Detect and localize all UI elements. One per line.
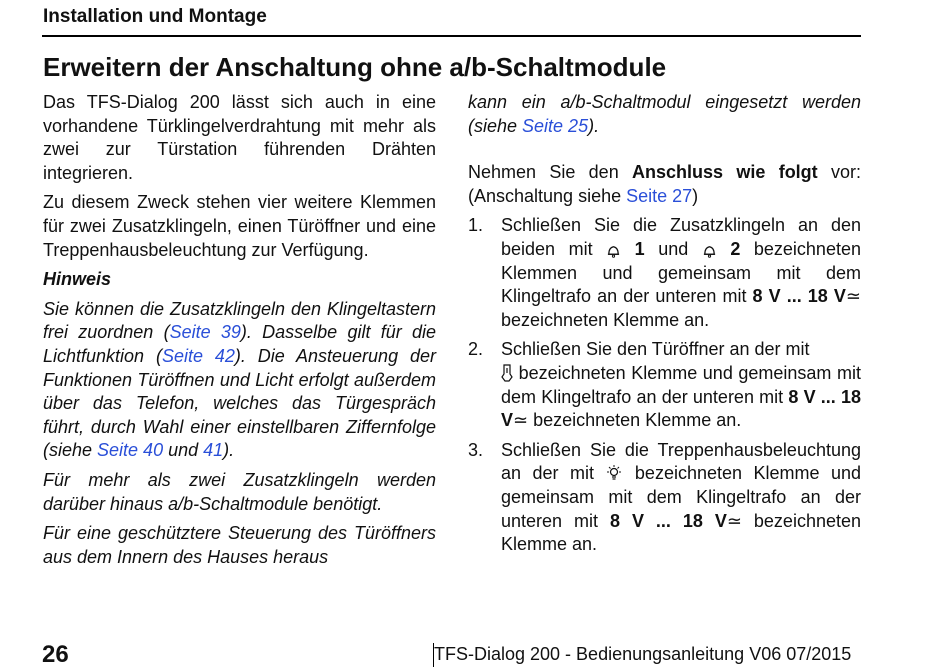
right-column [468,91,861,563]
page-title: Erweitern der Anschaltung ohne a/b-Schaltmodule [43,52,667,82]
list-item: 3. Schließen Sie die Treppenhausbeleuchtung an der mit bezeichneten Klemme und gemeinsam mit dem Klingeltrafo an der unteren mit 8 V ... 18 V≃ bezeichneten Klemme an. [468,439,861,555]
hint-heading: Hinweis [43,269,112,290]
list-item: 2. Schließen Sie den Türöffner an der mit bezeichneten Klemme und gemeinsam mit dem Klingeltrafo an der unteren mit 8 V ... 18 V≃ bezeichneten Klemme an. [468,339,862,431]
link-seite-39[interactable]: Seite 39 [169,322,241,343]
footer-document-title: TFS-Dialog 200 - Bedienungsanleitung V06 07/2015 [434,644,852,664]
header-rule [42,35,861,37]
link-seite-40[interactable]: Seite 40 [97,440,164,461]
link-seite-27[interactable]: Seite 27 [626,185,693,206]
link-seite-25[interactable]: Seite 25 [522,115,589,136]
ac-symbol: ≃ [513,410,529,431]
connection-intro: Nehmen Sie den Anschluss wie folgt vor: (Anschaltung siehe Seite 27) [468,162,862,206]
bell-icon [606,243,621,258]
terminals-paragraph: Zu diesem Zweck stehen vier weitere Klemmen für zwei Zusatzklingeln, einen Türöffner und eine Treppenhausbeleuchtung zur Verfügung. [43,192,436,260]
door-opener-key-icon [501,364,513,382]
page-number: 26 [42,641,69,668]
ac-symbol: ≃ [726,510,742,531]
section-header: Installation und Montage [43,6,267,27]
intro-paragraph: Das TFS-Dialog 200 lässt sich auch in eine vorhandene Türklingelverdrahtung mit mehr als zwei zur Türstation führenden Drähten integrieren. [43,92,436,183]
ac-symbol: ≃ [845,286,861,307]
link-seite-41[interactable]: 41 [203,440,224,461]
bell-icon [702,243,717,258]
hint-paragraph-2: Für mehr als zwei Zusatzklingeln werden darüber hinaus a/b-Schaltmodule benötigt. [43,469,436,514]
steps-list [468,214,861,556]
hint-paragraph-1: Sie können die Zusatzklingeln den Klingeltastern frei zuordnen (Seite 39). Dasselbe gilt für die Lichtfunktion (Seite 42). Die Ansteuerung der Funktionen Türöffnen und Licht erfolgt außerdem über das Telefon, welches das Türgespräch führt, durch Wahl einer einstellbaren Ziffernfolge (siehe Seite 40 und 41). [43,298,436,461]
hint-paragraph-3: Für eine geschütztere Steuerung des Türöffners aus dem Innern des Hauses heraus [43,523,436,567]
continued-paragraph: kann ein a/b-Schaltmodul eingesetzt werden (siehe Seite 25). [468,92,861,136]
link-seite-42[interactable]: Seite 42 [161,345,235,366]
list-item: 1. Schließen Sie die Zusatzklingeln an den beiden mit 1 und 2 bezeichneten Klemmen und gemeinsam mit dem Klingeltrafo an der unteren mit 8 V ... 18 V≃ bezeichneten Klemme an. [468,215,861,330]
left-column [43,91,436,575]
light-bulb-icon [605,464,623,482]
